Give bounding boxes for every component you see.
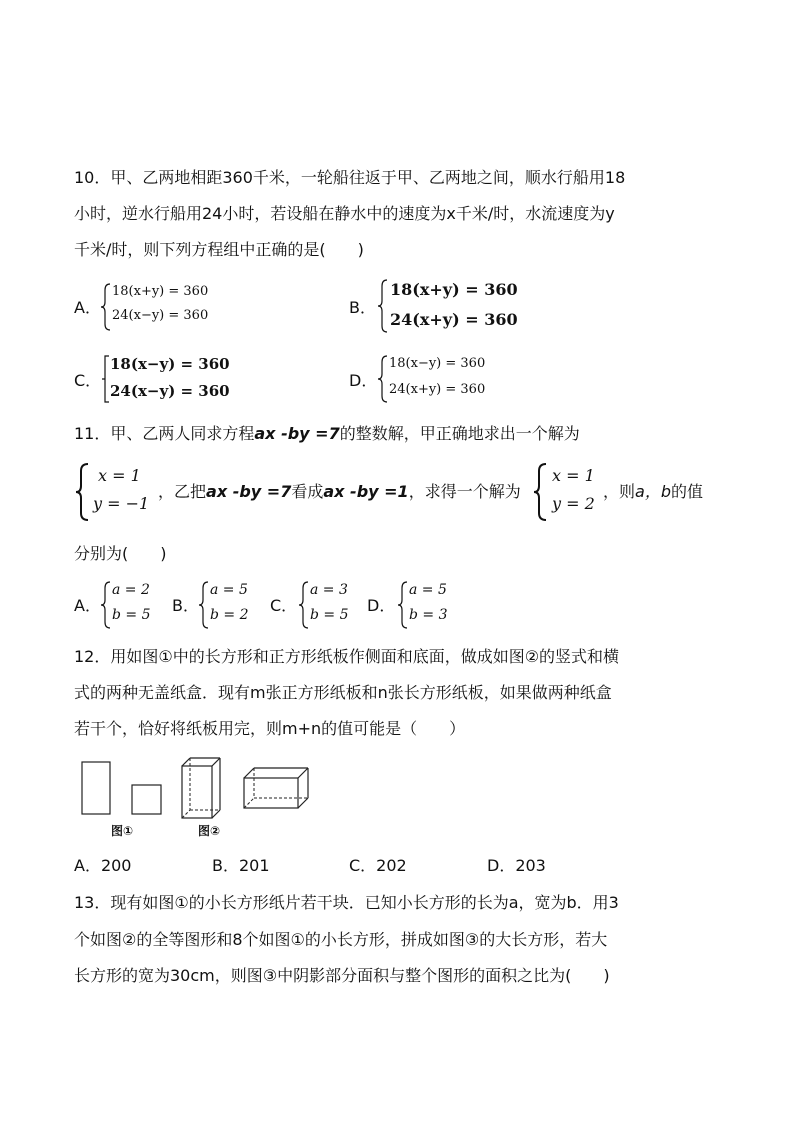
horizontal-box-icon [244,768,308,808]
q11-mid-text-b: 看成 [291,482,324,501]
figure-2-label: 图② [198,824,221,838]
q11-option-c-eq2: b = 5 [310,607,349,623]
q10-option-d-label: D． [349,371,378,390]
brace-icon [377,278,389,334]
rectangle-board-icon [82,762,110,814]
q10-option-a-eq1: 18(x+y) = 360 [112,284,209,299]
q12-line-1: 12．用如图①中的长方形和正方形纸板作侧面和底面，做成如图②的竖式和横 [74,647,620,666]
q13-line-2: 个如图②的全等图形和8个如图①的小长方形，拼成如图③的大长方形，若大 [74,930,608,949]
brace-icon [397,580,409,630]
brace-icon [198,580,210,630]
q10-option-d-eq2: 24(x+y) = 360 [389,382,486,397]
q11-sys2-eq2: y = 2 [552,494,595,513]
q10-line-2: 小时，逆水行船用24小时，若设船在静水中的速度为x千米/时，水流速度为y [74,204,615,223]
q10-option-a-label: A． [74,298,101,317]
q11-option-d-eq1: a = 5 [409,582,447,598]
q10-line-3: 千米/时，则下列方程组中正确的是( ) [74,240,364,259]
q11-equation: ax -by =7 [254,424,340,443]
q11-option-a-label: A． [74,596,101,615]
square-board-icon [132,785,161,814]
q11-option-c-label: C． [270,596,298,615]
q11-tail-vars: a，b [635,482,671,501]
brace-icon [100,580,112,630]
q12-option-b: B．201 [212,856,270,875]
brace-icon [298,580,310,630]
q11-option-a-eq1: a = 2 [112,582,150,598]
brace-icon [100,282,112,332]
q11-option-b-eq2: b = 2 [210,607,249,623]
q11-line-1-text-b: 的整数解，甲正确地求出一个解为 [339,424,580,443]
q10-option-b-eq1: 18(x+y) = 360 [390,280,518,299]
q11-line-1-text: 11．甲、乙两人同求方程 [74,424,255,443]
q11-option-d-label: D． [367,596,396,615]
q12-option-c: C．202 [349,856,407,875]
q11-mid-text-a: ，乙把 [158,482,207,501]
q11-sys2-eq1: x = 1 [552,466,595,485]
q12-line-3: 若干个，恰好将纸板用完，则m+n的值可能是（ ） [74,719,466,738]
q11-line-3: 分别为( ) [74,544,167,563]
q10-option-a-eq2: 24(x−y) = 360 [112,308,209,323]
q11-mid-text-c: ，求得一个解为 [408,482,521,501]
figure-1-label: 图① [111,824,134,838]
q13-line-1: 13．现有如图①的小长方形纸片若干块．已知小长方形的长为a，宽为b．用3 [74,893,619,912]
q12-figures [76,756,336,820]
q11-option-a-eq2: b = 5 [112,607,151,623]
q11-option-c-eq1: a = 3 [310,582,348,598]
q11-tail-text-b: 的值 [670,482,703,501]
q11-mid-eq2: ax -by =1 [323,482,409,501]
q10-option-b-eq2: 24(x+y) = 360 [390,310,518,329]
q12-line-2: 式的两种无盖纸盒．现有m张正方形纸板和n张长方形纸板，如果做两种纸盒 [74,683,612,702]
q11-sys1-eq2: y = −1 [93,494,150,513]
q11-line-2-mid [158,482,521,502]
q12-option-d: D．203 [487,856,546,875]
q10-line-1: 10．甲、乙两地相距360千米，一轮船往返于甲、乙两地之间，顺水行船用18 [74,168,626,187]
q11-sys1-eq1: x = 1 [98,466,141,485]
q11-option-b-label: B． [172,596,199,615]
q11-tail-text-a: ，则 [603,482,636,501]
q10-option-c-eq1: 18(x−y) = 360 [110,355,230,373]
q11-mid-eq1: ax -by =7 [206,482,292,501]
q13-line-3: 长方形的宽为30cm，则图③中阴影部分面积与整个图形的面积之比为( ) [74,966,610,985]
q11-line-2-tail [603,482,703,502]
q10-option-c-eq2: 24(x−y) = 360 [110,382,230,400]
brace-icon [532,462,548,522]
q12-option-a: A．200 [74,856,132,875]
q10-option-d-eq1: 18(x−y) = 360 [389,356,486,371]
q11-line-1 [74,424,580,444]
vertical-box-icon [182,758,220,818]
q11-option-b-eq1: a = 5 [210,582,248,598]
q11-option-d-eq2: b = 3 [409,607,448,623]
q10-option-b-label: B． [349,298,376,317]
brace-icon [74,462,90,522]
brace-icon [377,354,389,404]
q10-option-c-label: C． [74,371,102,390]
